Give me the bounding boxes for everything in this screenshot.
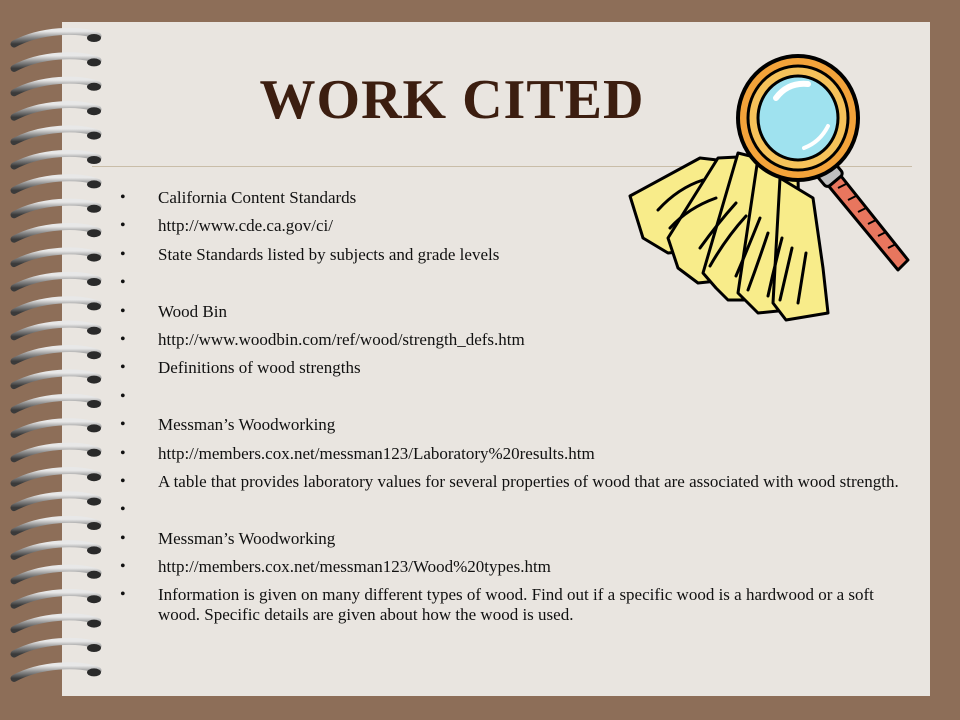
citation-bullet: • Definitions of wood strengths (118, 358, 908, 378)
citation-bullet: • Information is given on many different types of wood. Find out if a specific wood is a hardwood or a soft wood. Specific details are given about how the wood is used. (118, 585, 908, 625)
citation-bullet: • http://members.cox.net/messman123/Wood%20types.htm (118, 557, 908, 577)
citation-bullet: • State Standards listed by subjects and grade levels (118, 245, 908, 265)
citation-bullet: • http://www.woodbin.com/ref/wood/strength_defs.htm (118, 330, 908, 350)
citation-bullet: • A table that provides laboratory values for several properties of wood that are associated with wood strength. (118, 472, 908, 492)
citation-bullet: • Wood Bin (118, 302, 908, 322)
magnifying-glass-over-papers-icon (608, 38, 928, 328)
citation-bullet: • Messman’s Woodworking (118, 415, 908, 435)
magnifier-lens-icon (738, 56, 858, 180)
citation-bullet: • California Content Standards (118, 188, 908, 208)
citation-bullet: • Messman’s Woodworking (118, 529, 908, 549)
citation-bullet: • http://www.cde.ca.gov/ci/ (118, 216, 908, 236)
citation-bullet (118, 387, 908, 407)
citation-bullet (118, 500, 908, 520)
citation-bullet: • http://members.cox.net/messman123/Laboratory%20results.htm (118, 444, 908, 464)
slide-title: WORK CITED (259, 69, 645, 131)
